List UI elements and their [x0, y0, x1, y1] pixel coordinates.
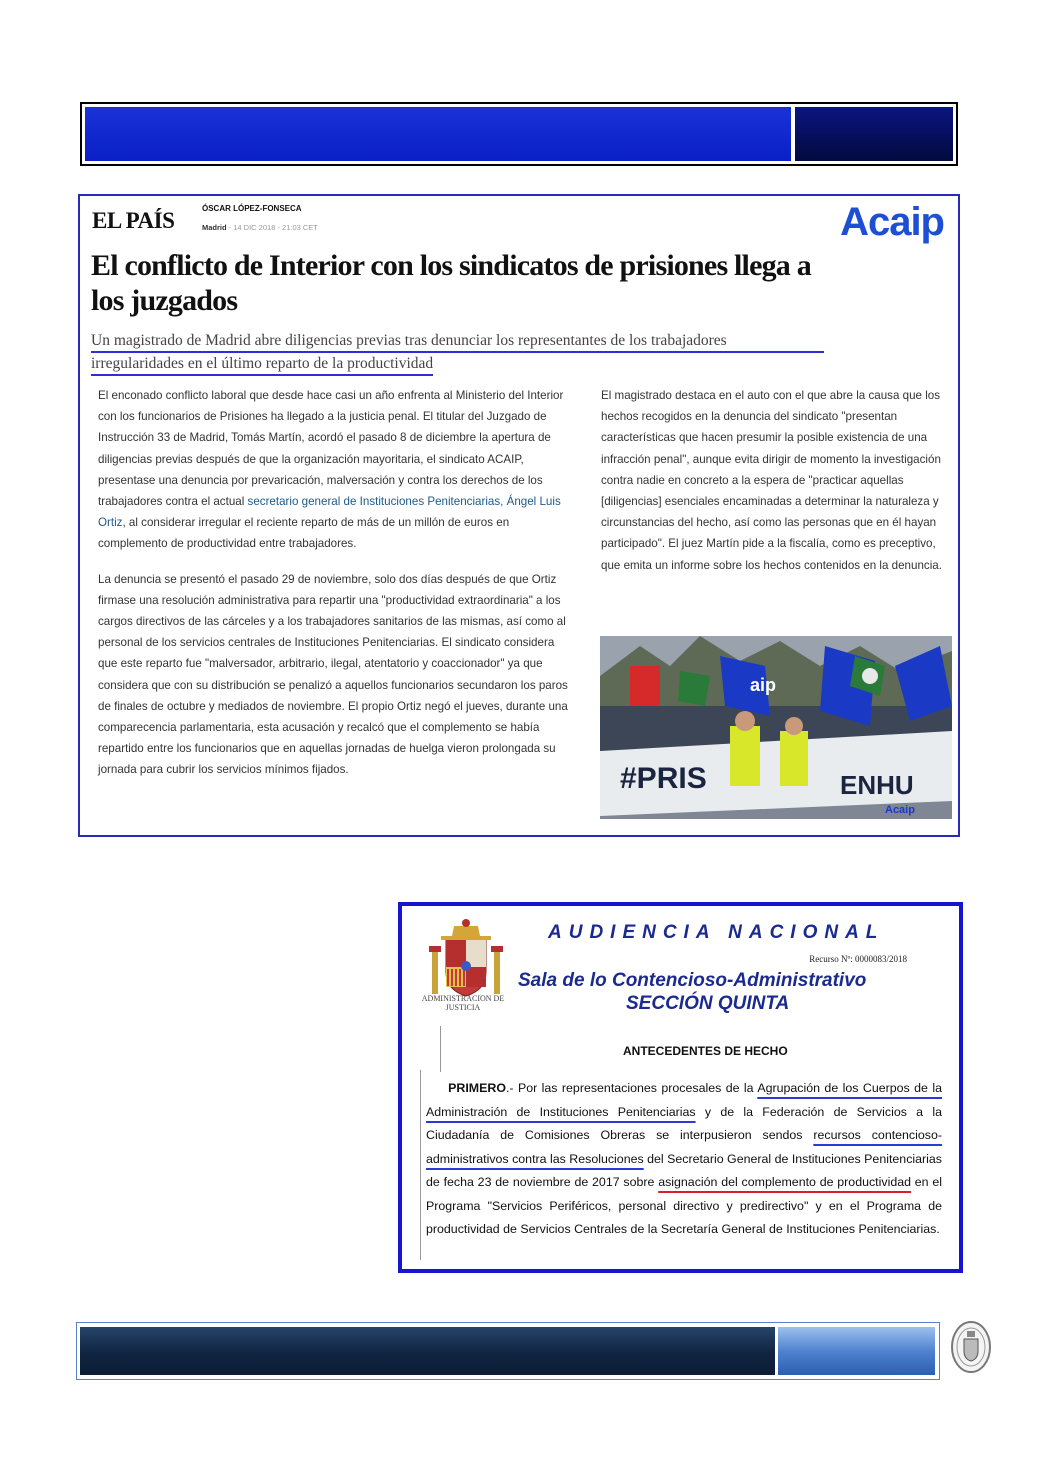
article-author: ÓSCAR LÓPEZ-FONSECA — [202, 204, 302, 213]
subhead-line-1: Un magistrado de Madrid abre diligencias previas tras denunciar los representantes de los trabajadores — [91, 330, 824, 353]
acaip-logo: Acaip — [840, 200, 944, 244]
photo-banner-text-2: ENHU — [840, 770, 914, 800]
photo-flag-text: aip — [750, 675, 777, 695]
emblem-icon — [950, 1319, 992, 1375]
subhead-line-2: irregularidades en el último reparto de la productividad — [91, 353, 433, 376]
margin-line — [420, 1070, 421, 1260]
top-banner-side-bar — [795, 107, 953, 161]
court-chamber: Sala de lo Contencioso-Administrativo — [518, 970, 867, 991]
margin-line — [440, 1026, 441, 1072]
article-subhead — [91, 330, 851, 376]
article-headline: El conflicto de Interior con los sindicatos de prisiones llega a los juzgados — [91, 249, 811, 317]
elpais-logo: EL PAÍS — [92, 208, 175, 233]
highlight-agrupacion: Agrupación de los Cuerpos de la Administración de Instituciones Penitenciarias — [426, 1081, 943, 1119]
court-section: SECCIÓN QUINTA — [626, 993, 790, 1014]
admin-justicia-label: ADMINISTRACION DE JUSTICIA — [421, 994, 505, 1012]
court-title: AUDIENCIA NACIONAL — [548, 922, 885, 943]
photo-banner-text: #PRIS — [620, 762, 707, 795]
court-document — [398, 902, 963, 1273]
press-clipping — [78, 194, 960, 837]
court-paragraph-primero: PRIMERO.- Por las representaciones procesales de la Agrupación de los Cuerpos de la Administración de Instituciones Penitenciarias y de la Federación de Servicios a la Ciudadanía de Comisiones Obreras se interpusieron sendos recursos contencioso-administrativos contra las Resoluciones del Secretario General de Instituciones Penitenciarias de fecha 23 de noviembre de 2017 sobre asignación del complemento de productividad en el Programa "Servicios Periféricos, personal directivo y predirectivo" y en el Programa de productividad de Servicios Centrales de la Secretaría General de Instituciones Penitenciarias. — [426, 1081, 943, 1236]
primero-label: PRIMERO — [448, 1081, 506, 1095]
article-link-secretary[interactable]: secretario general de Instituciones Penitenciarias, Ángel Luis Ortiz — [98, 495, 561, 530]
article-column-right — [601, 385, 951, 576]
top-banner — [80, 102, 958, 166]
protest-photo — [600, 636, 952, 819]
article-paragraph-3: El magistrado destaca en el auto con el que abre la causa que los hechos recogidos en la denuncia del sindicato "presentan características que hacen presumir la posible existencia de una infracción penal", aunque evita dirigir de momento la investigación contra nadie en concreto a la espera de "practicar aquellas [diligencias] esenciales encaminadas a determinar la naturaleza y circunstancias del hecho, así como las personas que en él hayan participado". El juez Martín pide a la fiscalía, como es preceptivo, que emita un informe sobre los hechos contenidos en la denuncia. — [601, 389, 942, 572]
article-paragraph-1: El enconado conflicto laboral que desde hace casi un año enfrenta al Ministerio del Interior con los funcionarios de Prisiones ha llegado a la justicia penal. El titular del Juzgado de Instrucción 33 de Madrid, Tomás Martín, acordó el pasado 8 de diciembre la apertura de diligencias previas después de que la organización mayoritaria, el sindicato ACAIP, presentase una denuncia por prevaricación, malversación y contra los derechos de los trabajadores contra el actual secretario general de Instituciones Penitenciarias, Ángel Luis Ortiz, al considerar irregular el reciente reparto de más de un millón de euros en complemento de productividad entre trabajadores. — [98, 389, 564, 551]
top-banner-main-bar — [85, 107, 791, 161]
bottom-banner — [76, 1322, 940, 1380]
bottom-banner-side-bar — [778, 1327, 935, 1375]
bottom-banner-main-bar — [80, 1327, 775, 1375]
highlight-recursos: recursos contencioso-administrativos contra las Resoluciones — [426, 1128, 942, 1166]
article-paragraph-2: La denuncia se presentó el pasado 29 de noviembre, solo dos días después de que Ortiz firmase una resolución administrativa para repartir una "productividad extraordinaria" a los cargos directivos de las cárceles y a los trabajadores sanitarios de las mismas, así como al personal de los servicios centrales de Instituciones Penitenciarias. El sindicato considera que este reparto fue "malversador, arbitrario, ilegal, atentatorio y coaccionador" ya que considera que con su distribución se penalizó a aquellos funcionarios secundaron los paros de finales de octubre y mediados de noviembre. El propio Ortiz negó el jueves, durante una comparecencia parlamentaria, esta acusación y recalcó que el complemento se había repartido entre los funcionarios que en aquellas jornadas de huelga vieron prolongada su jornada para cubrir los servicios mínimos fijados. — [98, 572, 568, 777]
court-heading-antecedentes: ANTECEDENTES DE HECHO — [623, 1044, 788, 1058]
court-case-number: Recurso Nº: 0000083/2018 — [809, 954, 907, 964]
article-date: - 14 DIC 2018 - 21:03 CET — [226, 223, 318, 232]
highlight-complemento: asignación del complemento de productividad — [658, 1175, 911, 1189]
article-location: Madrid — [202, 223, 227, 232]
article-column-left — [98, 385, 572, 781]
article-dateline — [202, 223, 318, 232]
photo-logo-text: Acaip — [885, 804, 915, 816]
